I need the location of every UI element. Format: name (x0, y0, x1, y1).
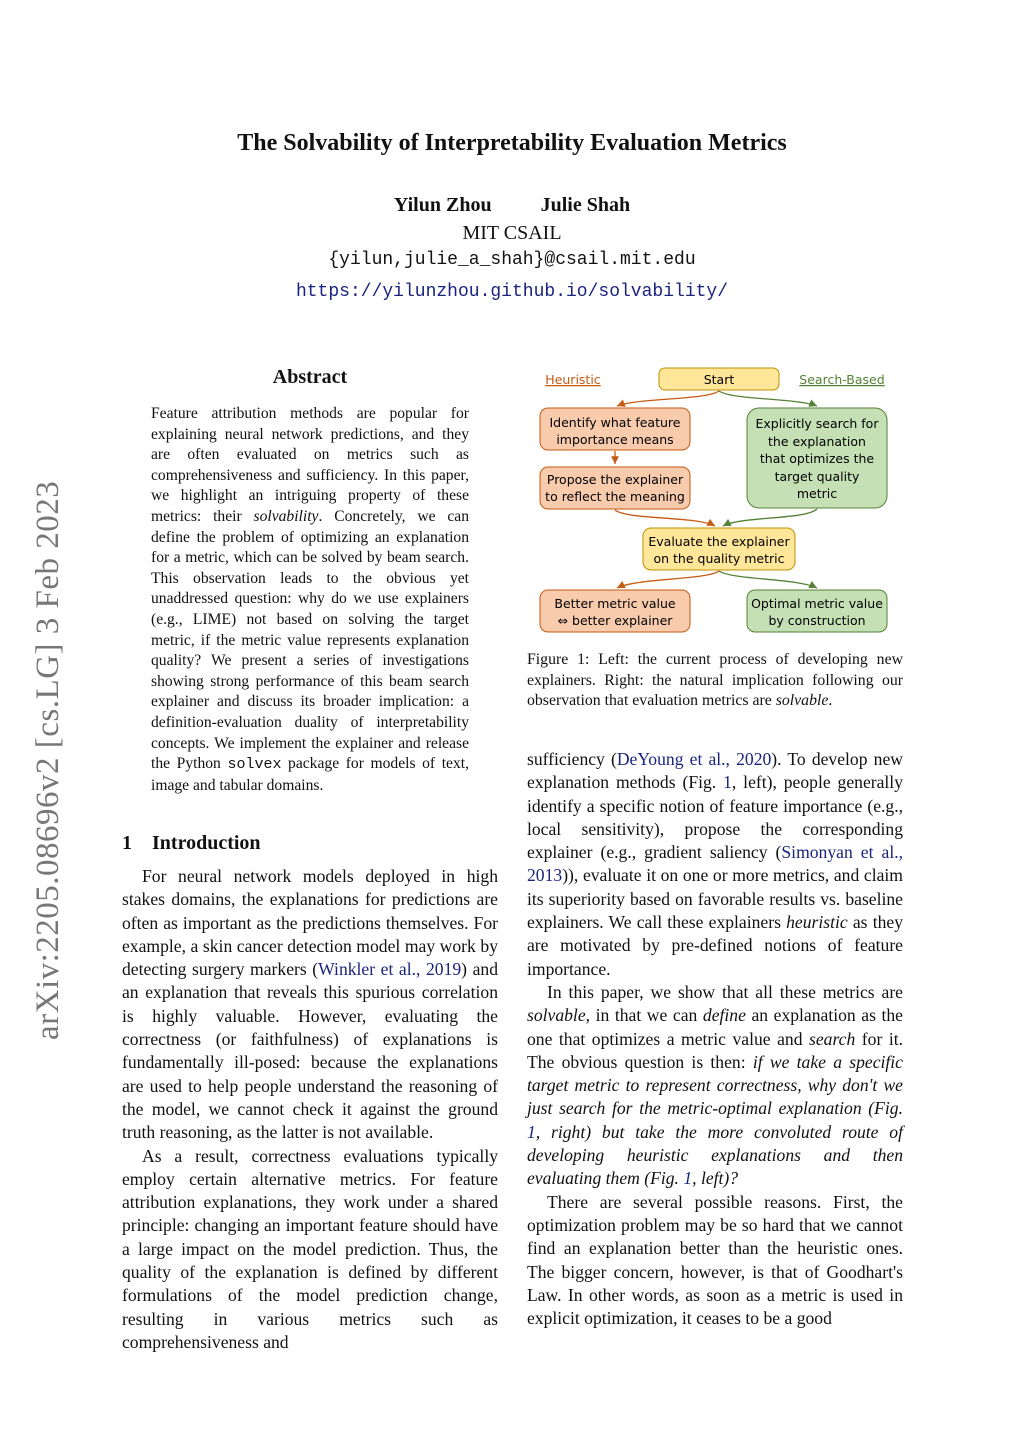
optimal-text: by construction (768, 613, 866, 628)
paragraph: There are several possible reasons. First, the optimization problem may be so hard that we cannot find an explanation better than the heuristic ones. The bigger concern, however, is that of Goodhart's Law. In other words, as soon as a metric is used in explicit optimization, it ceases to be a good (527, 1191, 903, 1329)
propose-text: Propose the explainer (546, 472, 684, 487)
propose-text: to reflect the meaning (545, 489, 685, 504)
optimal-text: Optimal metric value (751, 596, 883, 611)
abstract-text-part: package for models of text, image and tabular domains. (151, 755, 469, 794)
text-emphasis: search (809, 1028, 856, 1049)
text-emphasis: , left)? (692, 1168, 739, 1189)
search-text: Explicitly search for (755, 416, 879, 431)
search-text: the explanation (768, 434, 866, 449)
text-run: as they are motivated by pre-defined notions of feature importance. (527, 912, 903, 979)
arrow-evaluate-to-optimal (719, 571, 817, 588)
figure-caption (527, 650, 903, 712)
abstract-emphasis: solvability (253, 507, 319, 525)
figure-ref-link[interactable]: 1 (527, 1121, 536, 1142)
citation-link[interactable]: Simonyan et al., 2013 (527, 842, 903, 886)
text-emphasis: heuristic (786, 912, 848, 933)
start-text: Start (703, 372, 735, 387)
arrow-propose-to-evaluate (615, 510, 715, 526)
arrow-start-to-identify (617, 391, 719, 406)
text-run: In this paper, we show that all these metrics are (547, 981, 903, 1002)
paper-title: The Solvability of Interpretability Evaluation Metrics (237, 130, 787, 156)
text-run: , left), people generally identify a specific notion of feature importance (e.g., local sensitivity), propose the corresponding explainer (e.g., gradient saliency ( (527, 772, 903, 863)
identify-text: Identify what feature (549, 415, 681, 430)
arrow-start-to-search (719, 391, 817, 406)
package-name: solvex (227, 756, 282, 774)
better-text: ⇔ better explainer (557, 613, 673, 628)
abstract-text (151, 404, 469, 796)
search-based-label: Search-Based (799, 372, 885, 387)
author-name: Yilun Zhou (393, 194, 492, 216)
text-run: ) and an explanation that reveals this spurious correlation is highly valuable. However, evaluating the correctness (or faithfulness) of explanations is fundamentally ill-posed: because the explanations are used to help people understand the reasoning of the model, we cannot check it against the ground truth reasoning, as the latter is not available. (122, 959, 498, 1143)
text-emphasis: define (702, 1005, 746, 1026)
arrow-evaluate-to-better (617, 571, 719, 588)
search-text: metric (796, 486, 838, 501)
citation-link[interactable]: DeYoung et al., 2020 (616, 749, 772, 769)
figure-1-flowchart (527, 362, 907, 642)
text-emphasis: solvable (527, 1005, 586, 1026)
abstract-text-part: Feature attribution methods are popular for explaining neural network predictions, and they are often evaluated on metrics such as comprehensiveness and sufficiency. In this paper, we highlight an intriguing property of these metrics: their (151, 405, 469, 525)
identify-text: importance means (556, 432, 674, 447)
text-run: For neural network models deployed in high stakes domains, the explanations for predictions are often as important as the predictions themselves. For example, a skin cancer detection model may work by detecting surgery markers ( (122, 866, 498, 980)
search-text: target quality (774, 469, 860, 484)
paragraph (122, 865, 498, 1145)
paragraph (527, 981, 903, 1191)
search-text: that optimizes the (759, 451, 875, 466)
project-url[interactable]: https://yilunzhou.github.io/solvability/ (295, 282, 729, 302)
caption-emphasis: solvable (775, 692, 829, 710)
evaluate-text: on the quality metric (653, 551, 785, 566)
text-emphasis: if we take a specific target metric to represent correctness, why don't we just search for the metric-optimal explanation (Fig. (527, 1051, 903, 1119)
text-run: )), evaluate it on one or more metrics, and claim its superiority based on favorable results vs. baseline explainers. We call these explainers (527, 865, 903, 933)
text-run: , in that we can (585, 1005, 703, 1026)
caption-text: Figure 1: Left: the current process of developing new explainers. Right: the natural implication following our observation that evaluation metrics are (527, 651, 903, 710)
text-run: ). To develop new explanation methods (Fig. (527, 749, 903, 793)
author-email: {yilun,julie_a_shah}@csail.mit.edu (328, 250, 696, 270)
section-title: Introduction (152, 832, 261, 854)
author-list (0, 194, 1024, 217)
abstract-heading: Abstract (272, 366, 348, 388)
better-text: Better metric value (554, 596, 676, 611)
evaluate-text: Evaluate the explainer (648, 534, 790, 549)
arxiv-stamp: arXiv:2205.08696v2 [cs.LG] 3 Feb 2023 (30, 480, 66, 1040)
abstract-text-part: . Concretely, we can define the problem of optimizing an explanation for a metric, which can be solved by beam search. This observation leads to the obvious yet unaddressed question: why do we use explainers (e.g., LIME) not based on solving the target metric, if the metric value represents explanation quality? We present a series of investigations showing strong performance of this beam search explainer and discuss its broader implication: a definition-evaluation duality of interpretability concepts. We implement the explainer and release the Python (151, 507, 470, 773)
text-emphasis: , right) but take the more convoluted route of developing heuristic explanations and then evaluating them (Fig. (527, 1121, 903, 1189)
citation-link[interactable]: Winkler et al., 2019 (318, 959, 462, 980)
section-heading (122, 832, 502, 855)
affiliation: MIT CSAIL (462, 222, 562, 244)
figure-ref-link[interactable]: 1 (683, 1168, 693, 1189)
section-number: 1 (122, 832, 132, 854)
author-name: Julie Shah (540, 194, 631, 216)
arrow-search-to-evaluate (723, 509, 817, 526)
paragraph: As a result, correctness evaluations typically employ certain alternative metrics. For feature attribution explanations, they work under a shared principle: changing an important feature should have a large impact on the model prediction. Thus, the quality of the explanation is defined by different formulations of the model prediction change, resulting in various metrics such as comprehensiveness and (122, 1145, 498, 1352)
left-column-body (122, 865, 498, 1354)
text-run: sufficiency ( (527, 749, 617, 769)
heuristic-label: Heuristic (545, 372, 601, 387)
text-run: an explanation as the one that optimizes a metric value and (527, 1005, 903, 1049)
right-column-body (527, 748, 903, 1330)
figure-ref-link[interactable]: 1 (723, 772, 732, 793)
text-run: for it. The obvious question is then: (527, 1028, 903, 1072)
paragraph (527, 748, 903, 981)
caption-text: . (828, 692, 833, 710)
